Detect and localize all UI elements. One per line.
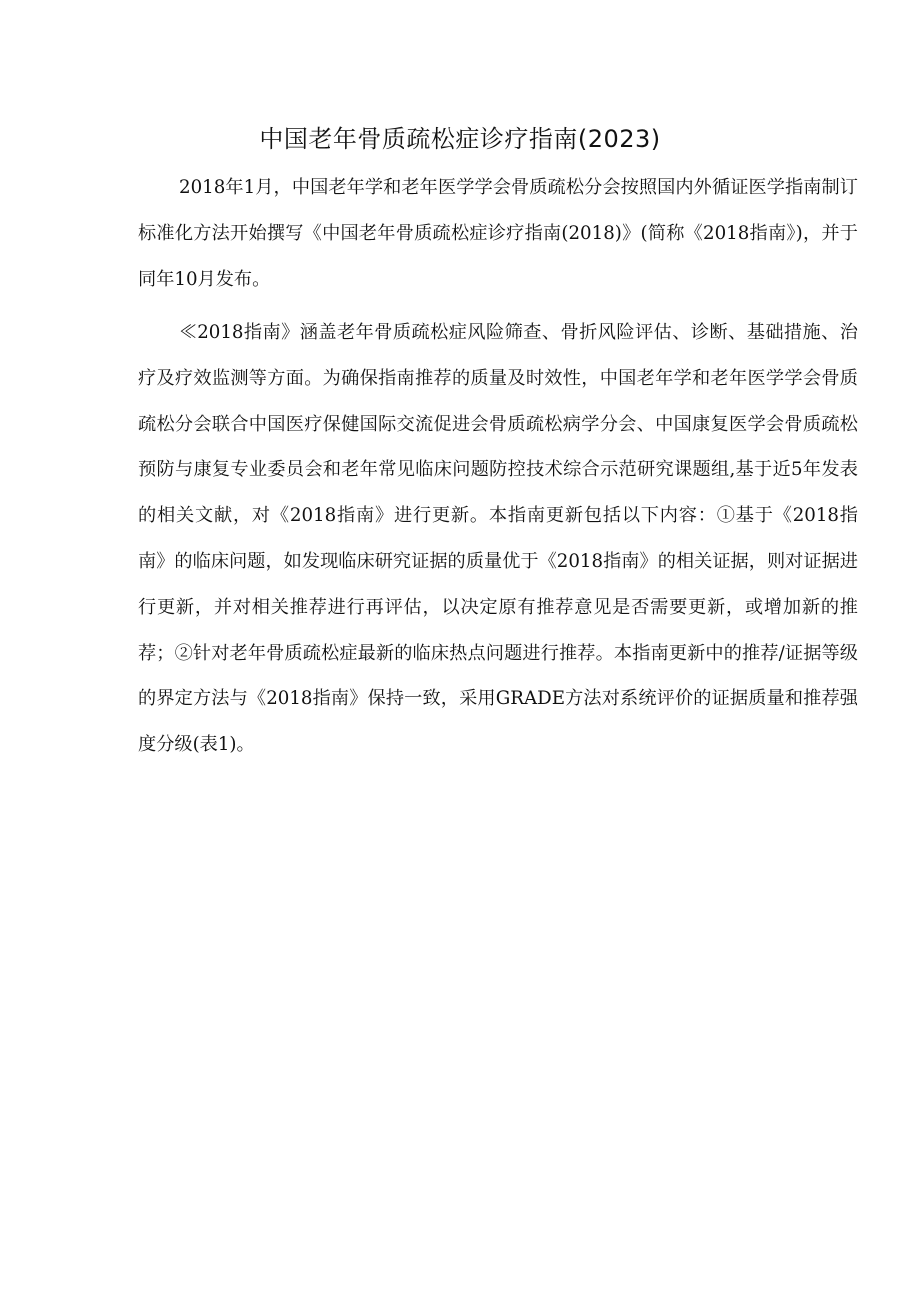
document-title: 中国老年骨质疏松症诊疗指南(2023) — [259, 125, 661, 153]
paragraph-intro: 2018年1月，中国老年学和老年医学学会骨质疏松分会按照国内外循证医学指南制订标准化方法开始撰写《中国老年骨质疏松症诊疗指南(2018)》(简称《2018指南》)，并于同年10月发布。 — [138, 177, 858, 290]
paragraph-update-scope: ≪2018指南》涵盖老年骨质疏松症风险筛查、骨折风险评估、诊断、基础措施、治疗及疗效监测等方面。为确保指南推荐的质量及时效性，中国老年学和老年医学学会骨质疏松分会联合中国医疗保健国际交流促进会骨质疏松病学分会、中国康复医学会骨质疏松预防与康复专业委员会和老年常见临床问题防控技术综合示范研究课题组,基于近5年发表的相关文献，对《2018指南》进行更新。本指南更新包括以下内容：①基于《2018指南》的临床问题，如发现临床研究证据的质量优于《2018指南》的相关证据，则对证据进行更新，并对相关推荐进行再评估，以决定原有推荐意见是否需要更新，或增加新的推荐；②针对老年骨质疏松症最新的临床热点问题进行推荐。本指南更新中的推荐/证据等级的界定方法与《2018指南》保持一致，采用GRADE方法对系统评价的证据质量和推荐强度分级(表1)。 — [138, 322, 858, 756]
